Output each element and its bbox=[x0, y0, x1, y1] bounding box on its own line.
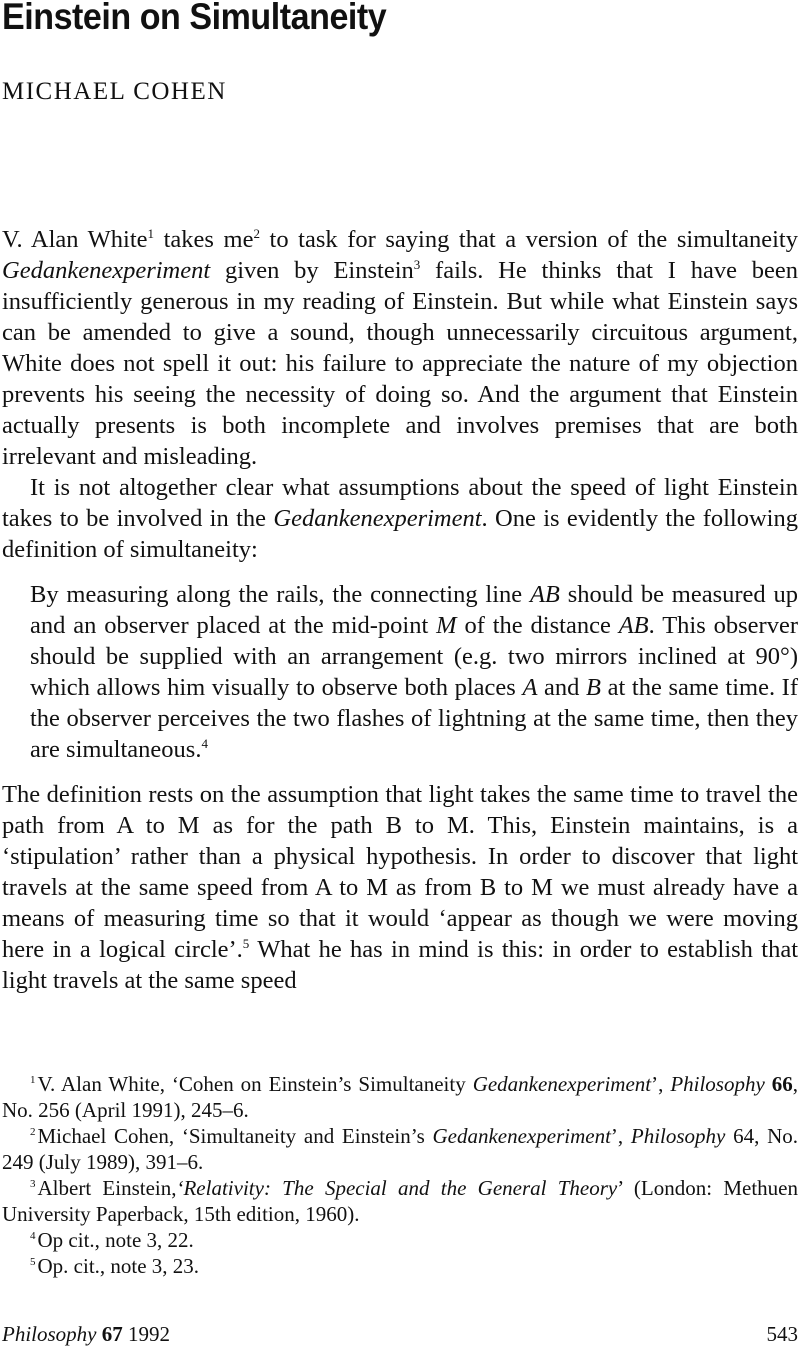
text: . One is evidently the following definition of simultaneity: bbox=[2, 505, 798, 563]
volume: 67 bbox=[101, 1322, 123, 1346]
journal-name: Philosophy bbox=[2, 1322, 97, 1346]
journal-name: Philosophy bbox=[670, 1072, 765, 1096]
text: Albert Einstein, bbox=[37, 1176, 177, 1200]
text: to task for saying that a version of the simultaneity bbox=[259, 226, 798, 253]
page-number: 543 bbox=[766, 1322, 798, 1346]
italic-term: AB bbox=[618, 612, 649, 639]
footnote-4 bbox=[2, 1227, 798, 1253]
footnotes bbox=[2, 1071, 798, 1279]
footnote-ref-3[interactable]: 3 bbox=[413, 257, 421, 272]
text: at the same time. If the observer perceives the two flashes of lightning at the same time, then they are simultaneous. bbox=[30, 674, 798, 763]
footnote-ref-2[interactable]: 2 bbox=[253, 226, 260, 241]
text: of the distance bbox=[456, 612, 619, 639]
text: The definition rests on the assumption that light takes the same time to travel the path from A to M as for the path B to M. This, Einstein maintains, is a ‘stipulation’ rather than a physical hypothesis. In order to discover that light travels at the same speed from A to M as from B to M we must already have a means of measuring time so that it would ‘appear as though we were moving here in a logical circle’. bbox=[2, 781, 798, 963]
text: 64, No. 249 (July 1989), 391–6. bbox=[2, 1124, 798, 1174]
text: ’, bbox=[651, 1072, 671, 1096]
text: Op. cit., note 3, 23. bbox=[37, 1254, 200, 1278]
text: It is not altogether clear what assumptions about the speed of light Einstein takes to be involved in the bbox=[2, 474, 798, 532]
footnote-ref-4[interactable]: 4 bbox=[201, 736, 208, 751]
italic-term: B bbox=[586, 674, 601, 701]
book-title: ‘Relativity: The Special and the General Theory bbox=[176, 1176, 618, 1200]
text: By measuring along the rails, the connecting line bbox=[30, 581, 530, 608]
text: fails. He thinks that I have been insufficiently generous in my reading of Einstein. But while what Einstein says can be amended to give a sound, though unnecessarily circuitous argument, White does not spell it out: his failure to appreciate the nature of my objection prevents his seeing the necessity of doing so. And the argument that Einstein actually presents is both incomplete and involves premises that are both irrelevant and misleading. bbox=[2, 257, 798, 470]
volume: 66 bbox=[771, 1072, 793, 1096]
footnote-ref-5[interactable]: 5 bbox=[242, 936, 250, 951]
footnote-2 bbox=[2, 1123, 798, 1175]
text: . This observer should be supplied with an arrangement (e.g. two mirrors inclined at 90°) which allows him visually to observe both places bbox=[30, 612, 798, 701]
footnote-number: 1 bbox=[30, 1074, 36, 1086]
paragraph-1 bbox=[2, 224, 798, 472]
year: 1992 bbox=[122, 1322, 170, 1346]
block-quote bbox=[30, 579, 798, 765]
text: should be measured up and an observer placed at the mid-point bbox=[30, 581, 798, 639]
footnote-number: 4 bbox=[30, 1230, 36, 1242]
text: and bbox=[537, 674, 587, 701]
italic-term: Gedankenexperiment bbox=[2, 257, 211, 284]
text: ’ (London: Methuen University Paperback, 15th edition, 1960). bbox=[2, 1176, 798, 1226]
paragraph-2 bbox=[2, 472, 798, 565]
footnote-5 bbox=[2, 1253, 798, 1279]
text: What he has in mind is this: in order to establish that light travels at the same speed bbox=[2, 936, 798, 994]
text: , No. 256 (April 1991), 245–6. bbox=[2, 1072, 799, 1122]
text: given by Einstein bbox=[210, 257, 414, 284]
journal-name: Philosophy bbox=[630, 1124, 726, 1148]
article-body bbox=[2, 224, 798, 996]
text: Michael Cohen, ‘Simultaneity and Einstein’s bbox=[37, 1124, 433, 1148]
paragraph-3 bbox=[2, 779, 798, 996]
article-title: Einstein on Simultaneity bbox=[2, 0, 387, 37]
footnote-number: 2 bbox=[30, 1126, 36, 1138]
text: V. Alan White bbox=[2, 226, 148, 253]
footnote-number: 5 bbox=[30, 1256, 36, 1268]
italic-term: Gedankenexperiment bbox=[273, 505, 482, 532]
footnote-1 bbox=[2, 1071, 798, 1123]
text: takes me bbox=[154, 226, 254, 253]
italic-term: AB bbox=[529, 581, 560, 608]
text: V. Alan White, ‘Cohen on Einstein’s Simultaneity bbox=[37, 1072, 473, 1096]
text: Op cit., note 3, 22. bbox=[37, 1228, 194, 1252]
footnote-number: 3 bbox=[30, 1178, 36, 1190]
journal-citation bbox=[2, 1322, 170, 1347]
footnote-3 bbox=[2, 1175, 798, 1227]
italic-term: M bbox=[436, 612, 457, 639]
footnote-ref-1[interactable]: 1 bbox=[147, 226, 155, 241]
page-footer bbox=[2, 1322, 798, 1347]
article-author: MICHAEL COHEN bbox=[2, 78, 227, 105]
italic-term: Gedankenexperiment bbox=[472, 1072, 652, 1096]
text: ’, bbox=[610, 1124, 631, 1148]
italic-term: Gedankenexperiment bbox=[432, 1124, 611, 1148]
italic-term: A bbox=[522, 674, 538, 701]
